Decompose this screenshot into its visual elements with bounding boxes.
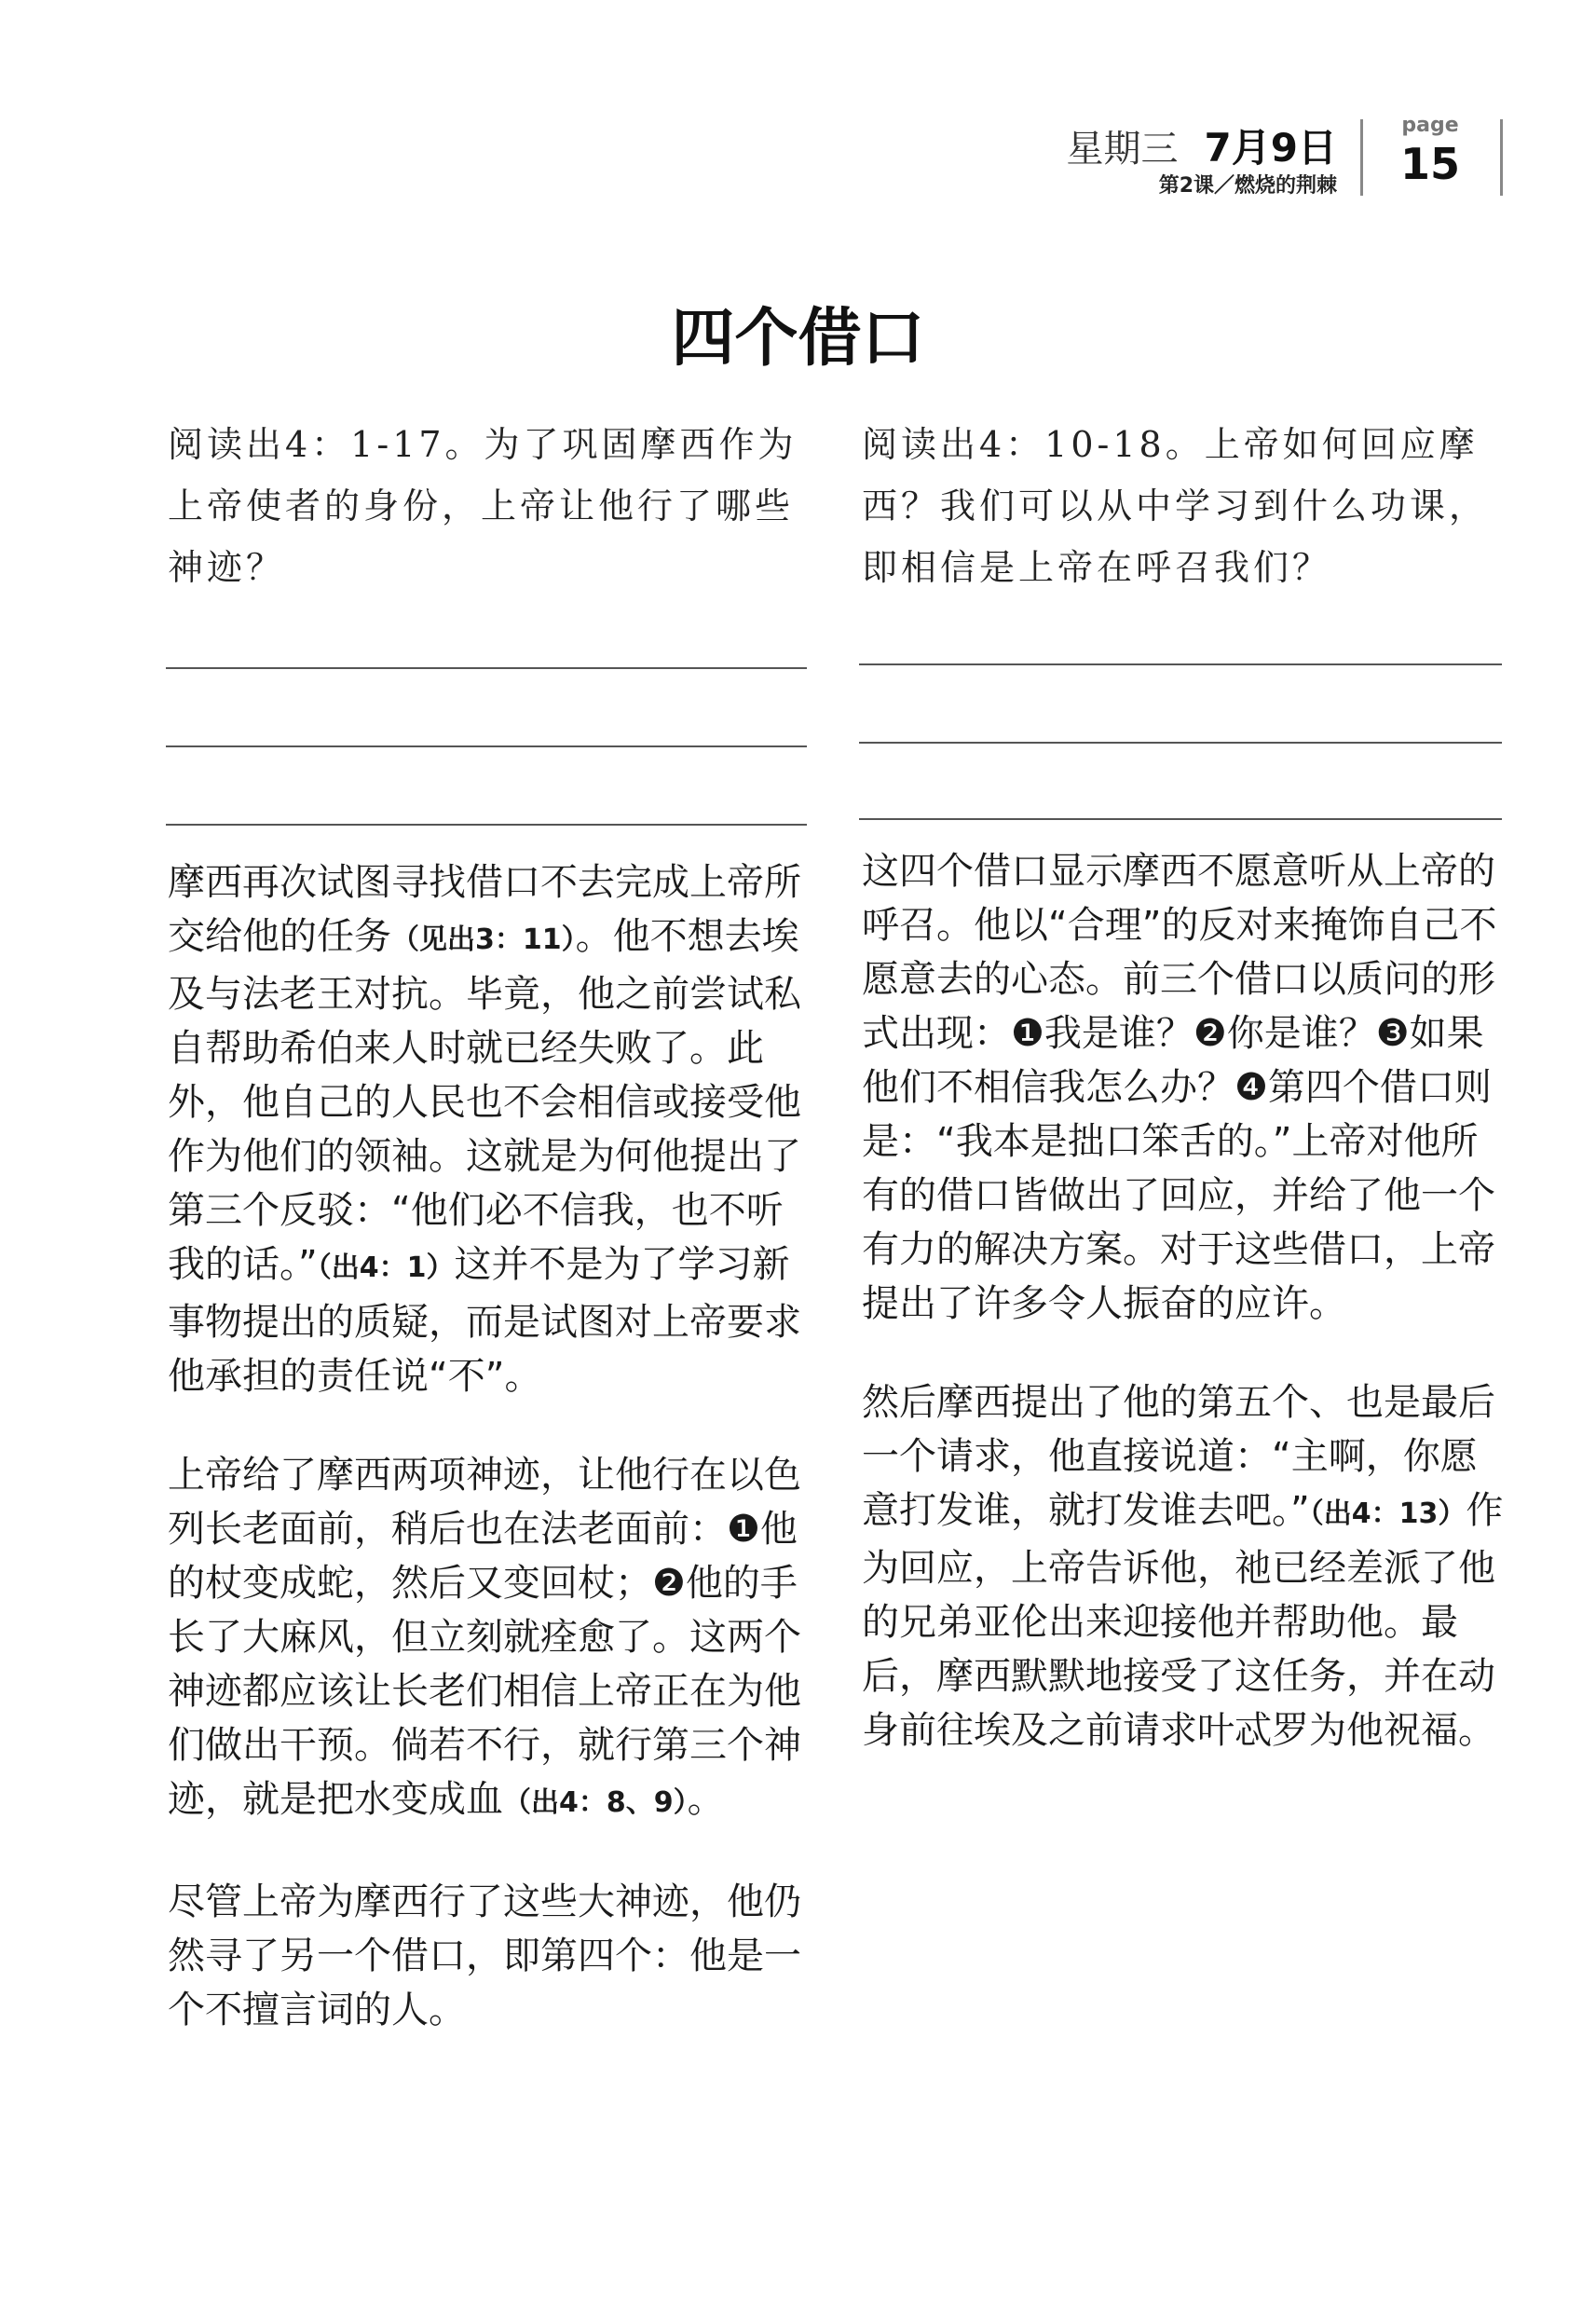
weekday: 星期三 [1066, 128, 1179, 171]
answer-line[interactable] [166, 745, 807, 747]
page-indicator [1379, 114, 1481, 190]
page-title: 四个借口 [671, 301, 925, 376]
answer-line[interactable] [166, 824, 807, 826]
paragraph: 这四个借口显示摩西不愿意听从上帝的呼召。他以“合理”的反对来掩饰自己不愿意去的心态。前三个借口以质问的形式出现：❶我是谁？❷你是谁？❸如果他们不相信我怎么办？❹第四个借口则是：“我本是拙口笨舌的。”上帝对他所有的借口皆做出了回应，并给了他一个有力的解决方案。对于这些借口，上帝提出了许多令人振奋的应许。 [862, 850, 1497, 1325]
scripture-ref: （见出3：11） [391, 923, 576, 956]
question-left: 阅读出4：1-17。为了巩固摩西作为上帝使者的身份，上帝让他行了哪些神迹？ [168, 424, 798, 588]
paragraph: 尽管上帝为摩西行了这些大神迹，他仍然寻了另一个借口，即第四个：他是一个不擅言词的人。 [168, 1880, 801, 2031]
paragraph: 上帝给了摩西两项神迹，让他行在以色列长老面前，稍后也在法老面前：❶他的杖变成蛇，然后又变回杖；❷他的手长了大麻风，但立刻就痊愈了。这两个神迹都应该让长老们相信上帝正在为他们做出干预。倘若不行，就行第三个神迹，就是把水变成血（出4：8、9）。 [168, 1454, 801, 1821]
header-info [1067, 117, 1337, 199]
page-label: page [1401, 114, 1459, 137]
day-date-line [1067, 117, 1337, 173]
answer-line[interactable] [166, 667, 807, 669]
scripture-ref: （出4：1） [317, 1251, 455, 1284]
left-column-body [168, 855, 811, 2082]
paragraph: 摩西再次试图寻找借口不去完成上帝所交给他的任务（见出3：11）。他不想去埃及与法老王对抗。毕竟，他之前尝试私自帮助希伯来人时就已经失败了。此外，他自己的人民也不会相信或接受他作为他们的领袖。这就是为何他提出了第三个反驳：“他们必不信我，也不听我的话。”（出4：1）这并不是为了学习新事物提出的质疑，而是试图对上帝要求他承担的责任说“不”。 [168, 861, 801, 1398]
right-column-body [862, 844, 1505, 1802]
date: 7月9日 [1204, 125, 1337, 171]
header-divider [1360, 119, 1363, 196]
scripture-ref: （出4：13） [1309, 1497, 1466, 1530]
lesson-title: 第2课／燃烧的荆棘 [1158, 174, 1337, 198]
page-number: 15 [1399, 139, 1460, 189]
header-right-rule [1500, 119, 1503, 196]
paragraph: 然后摩西提出了他的第五个、也是最后一个请求，他直接说道：“主啊，你愿意打发谁，就打发谁去吧。”（出4：13）作为回应，上帝告诉他，祂已经差派了他的兄弟亚伦出来迎接他并帮助他。最后，摩西默默地接受了这任务，并在动身前往埃及之前请求叶忒罗为他祝福。 [862, 1381, 1504, 1752]
answer-line[interactable] [859, 742, 1502, 744]
answer-line[interactable] [859, 818, 1502, 820]
scripture-ref: （出4：8、9） [503, 1786, 688, 1819]
answer-line[interactable] [859, 663, 1502, 665]
question-right: 阅读出4：10-18。上帝如何回应摩西？我们可以从中学习到什么功课，即相信是上帝在呼召我们？ [862, 424, 1489, 588]
